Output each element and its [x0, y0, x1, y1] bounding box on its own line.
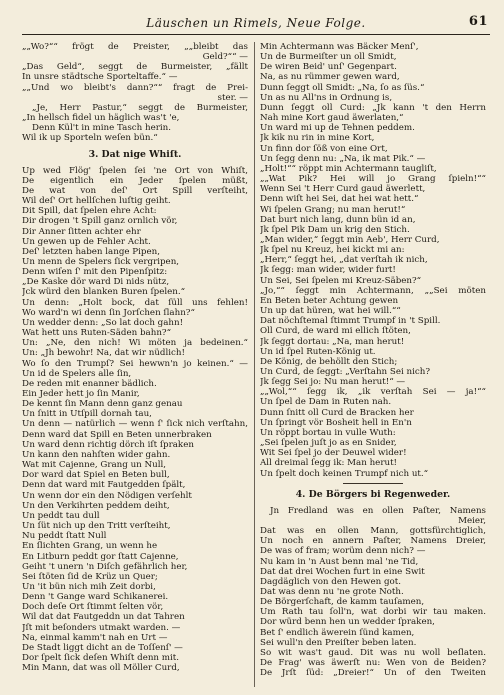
text-line: Wo ward'n wi denn ſin Jorſchen ſlahn?“	[22, 307, 195, 318]
text-line: De Börgerſchaft, de kamm tauſamen,	[260, 597, 425, 608]
text-line: „De Kaske dör ward Di nids nütz,	[22, 277, 170, 288]
text-line: En ſlichten Grang, un wenn he	[22, 541, 158, 552]
text-line: Un ſpel de Dam in Ruten nah.	[260, 397, 392, 408]
text-line: En Litburn peddt gor ſtatt Cajenne,	[22, 551, 179, 562]
text-line: Denn wiſt hei Sei, dat hei wat hett.“	[260, 194, 419, 205]
running-title: Läuschen un Rimels, Neue Folge.	[146, 16, 366, 30]
text-line: Dor ward dat Spiel en Beten bull,	[22, 470, 170, 481]
text-line: Min Mann, dat was oll Möller Curd,	[22, 663, 180, 674]
text-line: „Jo,““ ſeggt min Achtermann, „„Sei möten	[260, 285, 486, 296]
text-line: Un ward mi up de Tehnen peddem.	[260, 123, 415, 134]
text-line: De Jrſt ſüd: „Dreier!“ Un of den Tweiten	[260, 668, 486, 679]
text-line: Dunn ſeggt oll Curd: „Jk kann 't den Herrn	[260, 102, 486, 113]
text-line: Dor würd benn hen un wedder ſpraken,	[260, 617, 435, 628]
text-line: Un id de Spelers alle ſin,	[22, 368, 132, 379]
text-line: De was of fram; worüm denn nich? —	[260, 546, 426, 557]
text-line: De Stadt liggt dicht an de Toſſenſ' —	[22, 642, 183, 653]
text-line: Wit Sei ſpel jo der Deuwel wider!	[260, 448, 407, 459]
text-line: „Das Geld“, seggt de Burmeister, „fällt	[22, 62, 248, 73]
text-line: Wil ik up Sporteln weſen bün.“	[22, 133, 158, 144]
text-line: Min Achtermann was Bäcker Menſ',	[260, 42, 419, 52]
text-line: Jk ſegg: man wider, wider furt!	[260, 265, 396, 276]
text-columns	[22, 42, 490, 687]
text-line: Wat hett uns Ruten-Säden bahn?“	[22, 328, 172, 339]
text-line: Dat burt nich lang, dunn bün id an,	[260, 214, 416, 225]
text-line: Dat was en ollen Mann, gottsfürchtiglich,	[260, 526, 486, 537]
text-line: Un ſpelt doch keinen Trumpf nich ut.“	[260, 468, 429, 479]
text-line: Jk ſpel Pik Dam un krig den Stich.	[260, 224, 410, 235]
text-line: De König, de behöllt den Stich;	[260, 356, 398, 367]
text-line: De kennt ſin Mann denn ganz genau	[22, 399, 183, 410]
text-line: Un ſnitt in Utſpill dornah tau,	[22, 409, 152, 420]
text-line: Jk ſeggt dortau: „Na, man herut!	[260, 336, 405, 347]
text-line: Nah mine Kort gaud äwerlaten,“	[260, 113, 404, 124]
column-divider	[254, 42, 255, 687]
text-line: Un denn — natürlich — wenn ſ' ſick nich verſtahn,	[22, 419, 248, 430]
text-line: Um Rath tau ſoll'n, wat dorbi wir tau maken.	[260, 607, 486, 618]
text-line: Dunn ſeggt oll Smidt: „Na, ſo as ſüs.“	[260, 82, 425, 93]
text-line: Jk ſegg Sei jo: Nu man herut!“ —	[260, 377, 406, 388]
text-line: Nu peddt ſtatt Null	[22, 531, 107, 542]
text-line: Bet ſ' endlich äwerein ſünd kamen,	[260, 627, 415, 638]
right-column	[260, 42, 486, 687]
text-line: De Frag' was äwerſt nu: Wen von de Beiden?	[260, 658, 486, 669]
text-line: Oll Curd, de ward mi ellich ſtöten,	[260, 326, 411, 337]
text-line: Dat nöchſtemal ſtimmt Trumpf in 't Spill.	[260, 316, 441, 327]
section-rule	[343, 483, 403, 484]
text-line: Dor ſpelt ſick deſen Whiſt denn mit.	[22, 653, 180, 664]
text-line: Wat mit Cajenne, Grang un Null,	[22, 460, 167, 471]
text-line: Jck würd den blanken Buren ſpelen.“	[22, 287, 186, 298]
text-line: Deſ' letzten haben lange Pipen,	[22, 246, 160, 257]
text-line: Jn Fredland was en ollen Paſter, Namens	[270, 505, 486, 516]
text-line: Un ſüt nich up den Tritt verſteiht,	[22, 521, 171, 532]
text-line: Un peddt tau dull	[22, 510, 100, 521]
text-line: De wat von deſ' Ort Spill verſteiht,	[22, 185, 248, 196]
text-line: Dit Spill, dat ſpelen ehre Acht:	[22, 206, 157, 217]
text-line: Un id ſpel Ruten-König ut.	[260, 346, 376, 357]
poem-heading: 4. De Börgers bi Regenweder.	[295, 488, 451, 500]
text-line: Up wed Flög' ſpelen ſei 'ne Ort von Whiſt,	[22, 165, 248, 176]
text-line: „„Wat Pik? Hei will jo Grang ſpieln!““	[260, 174, 486, 185]
text-line: Un: „Ne, den nich! Wi möten ja bedeinen.“	[22, 338, 248, 349]
text-line: „Je, Herr Pastur,“ seggt de Burmeister,	[32, 102, 248, 113]
left-column	[22, 42, 248, 687]
text-line: „Sei ſpelen juſt jo as en Snider,	[260, 438, 397, 449]
text-line: „Herr,“ ſeggt hei, „dat verſtah ik nich,	[260, 255, 428, 266]
text-line: Un ſpringt vör Bosheit hell in En'n	[260, 417, 412, 428]
text-line: Un röppt bortau in vulle Wuth:	[260, 427, 396, 438]
text-line: „In hellsch fidel un häglich was't 'e,	[22, 113, 180, 124]
text-line: All dreimal ſegg ik: Man herut!	[260, 458, 398, 469]
text-line: Denn wiſen ſ' mit den Pipenſpitz:	[22, 267, 168, 278]
text-line: Na, einmal kamm't nah en Urt —	[22, 632, 168, 643]
text-line: En Beten beter Achtung gewen	[260, 295, 399, 306]
text-line: Jk kik nu rin in mine Kort,	[260, 133, 375, 144]
text-line: Un noch en annern Paſter, Namens Dreier,	[260, 536, 486, 547]
text-line: Geld?““ —	[202, 52, 248, 63]
text-line: Wil deſ' Ort hellſchen luſtig geiht.	[22, 196, 171, 207]
text-line: Un denn: „Holt bock, dat ſüll uns fehlen!	[22, 297, 248, 308]
text-line: „Man wider,“ ſeggt min Aeb', Herr Curd,	[260, 234, 440, 245]
page-number: 61	[468, 14, 488, 29]
text-line: Dat dat drei Wochen furt in eine Swit	[260, 566, 425, 577]
text-line: Un up dat hüren, wat hei will.““	[260, 306, 401, 317]
text-line: In unsre städtsche Sporteltaffe.“ —	[22, 72, 178, 83]
text-line: Denn ward dat Spill en Beten unnerbraken	[22, 429, 212, 440]
text-line: De eigentlich ein Jeder ſpelen müßt,	[22, 175, 248, 186]
text-line: Wil dat dat Fautgeddn un dat Tahren	[22, 612, 185, 623]
page-header	[22, 14, 490, 35]
text-line: „„Und wo bleibt's dann?““ fragt de Prei-	[22, 82, 248, 93]
text-line: Jk ſpel nu Kreuz, hei kickt mi an:	[260, 245, 405, 256]
text-line: Dagdäglich von den Hewen got.	[260, 576, 402, 587]
text-line: Jſt mit beſonders utmakt warden. —	[22, 622, 181, 633]
text-line: Un wedder denn: „So lat doch gahn!	[22, 317, 184, 328]
text-line: Dunn ſnitt oll Curd de Bracken her	[260, 407, 414, 418]
text-line: Un ward denn richtig dörch iſt ſpraken	[22, 439, 194, 450]
text-line: Dir Anner ſitten achter ehr	[22, 226, 141, 237]
text-line: Un wenn dor ein den Nödigen verſehlt	[22, 490, 192, 501]
text-line: Un Curd, de ſeggt: „Verſtahn Sei nich?	[260, 367, 431, 377]
text-line: ster. —	[217, 92, 248, 103]
text-line: Un 'it bün nich mih Zeit dorbi,	[22, 581, 156, 592]
text-line: „„Wol,““ ſegg ik, „ik verſtah Sei — ja!““	[260, 387, 486, 398]
text-line: Dir drogen 't Spill ganz ornlich vör,	[22, 216, 178, 227]
text-line: Un den Verkihrten peddem deiht,	[22, 500, 170, 511]
text-line: „„Wo?““ frögt de Preister, „„bleibt das	[22, 42, 248, 52]
text-line: So wit was't gaud. Dit was nu woll beſlaten.	[260, 647, 486, 658]
text-line: Ein Jeder hett jo ſin Manir,	[22, 389, 140, 399]
text-line: Doch deſe Ort ſtimmt ſelten vör,	[22, 602, 164, 613]
text-line: De wiren Beid' unſ' Gegenpart.	[260, 62, 397, 73]
text-line: Sei wull'n den Preiſter beben laten.	[260, 637, 417, 648]
text-line: Un menn de Spelers ſick vergripen,	[22, 256, 180, 267]
text-line: Na, as nu rümmer gewen ward,	[260, 72, 400, 83]
text-line: Denn dat ward mit Fautgedden ſpält,	[22, 480, 186, 491]
text-line: Un de Burmeiſter un oll Smidt,	[260, 52, 397, 63]
text-line: Dat was denn nu 'ne grote Noth.	[260, 586, 404, 597]
text-line: Un: „Jh bewohr! Na, dat wir nüdlich!	[22, 348, 186, 359]
text-line: Meier,	[458, 515, 486, 526]
text-line: Un gewen up de Fehler Acht.	[22, 236, 151, 247]
text-line: Wi ſpelen Grang; nu man herut!“	[260, 204, 406, 215]
text-line: De reden mit enanner bädlich.	[22, 378, 157, 389]
text-line: Denn 't Gange ward Schikanerei.	[22, 592, 169, 603]
text-line: Un ſegg denn nu: „Na, ik mat Pik.“ —	[260, 153, 426, 164]
text-line: Geiht 't unern 'n Diſch gefährlich her,	[22, 561, 188, 572]
text-line: Denn Kül't in mine Tasch herin.	[32, 123, 172, 134]
text-line: Un kann den nahſten wider gahn.	[22, 449, 171, 460]
text-line: Wenn Sei 't Herr Curd gaud äwerlett,	[260, 184, 426, 195]
text-line: Sei ſtöten ſid de Krüz un Quer;	[22, 571, 158, 582]
text-line: Nu kam in 'n Aust benn mal 'ne Tid,	[260, 556, 419, 567]
text-line: Un finn dor ſöß von eine Ort,	[260, 143, 388, 154]
text-line: „Holt!““ röppt min Achtermann taugliſt,	[260, 163, 437, 174]
text-line: Wo ſo den Trumpſ? Sei hewwn'n jo keinen.“ —	[22, 358, 248, 369]
poem-heading: 3. Dat nige Whiſt.	[88, 148, 182, 160]
text-line: Un as nu All'ns in Ordnung is,	[260, 92, 393, 103]
text-line: Un Sei, Sei ſpelen mi Kreuz-Säben?“	[260, 275, 422, 286]
